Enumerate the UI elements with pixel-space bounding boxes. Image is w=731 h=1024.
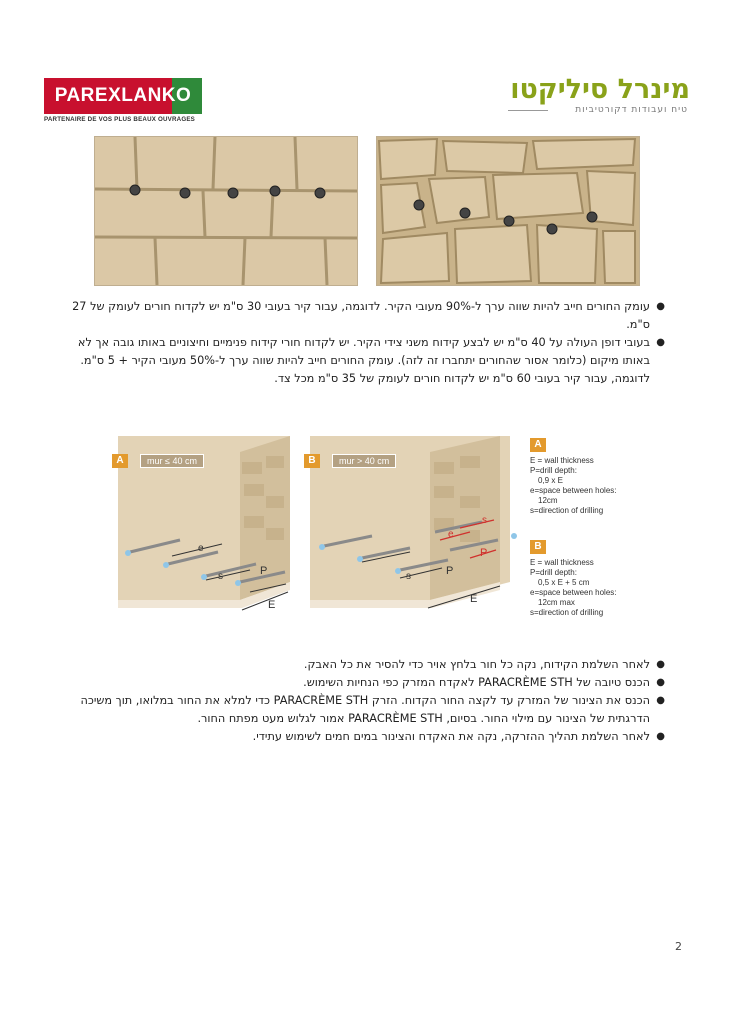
- panel-a-label: mur ≤ 40 cm: [140, 454, 204, 468]
- parex-tagline: PARTENAIRE DE VOS PLUS BEAUX OUVRAGES: [44, 116, 195, 123]
- page-number: 2: [675, 940, 682, 953]
- list-item: ● לאחר השלמת תהליך ההזרקה, נקה את האקדח והצינור במים חמים לשימוש עתידי.: [252, 730, 665, 743]
- list-item: ● לאחר השלמת הקידוח, נקה כל חור בלחץ אויר כדי להסיר את כל האבק.: [303, 658, 665, 671]
- label-e-b: e: [448, 529, 454, 540]
- label-s-b: s: [406, 571, 411, 582]
- label-e-a: e: [198, 543, 204, 554]
- list-item: ● עומק החורים חייב להיות שווה ערך ל-90% מעובי הקיר. לדוגמה, עבור קיר בעובי 30 ס"מ יש לקדוח חורים לעומק של 27 ס"מ.: [72, 300, 665, 331]
- legend-a: E = wall thickness P=drill depth: 0,9 x E e=space between holes: 12cm s=direction of drilling: [530, 456, 617, 515]
- label-s-b-red: s: [482, 515, 487, 526]
- drilling-diagram: [110, 432, 630, 622]
- panel-b-label: mur > 40 cm: [332, 454, 396, 468]
- label-E-a: E: [268, 599, 276, 611]
- legend-b-badge: B: [530, 540, 546, 554]
- label-E-b: E: [470, 593, 478, 605]
- mineral-silicato-logo: מינרל סיליקטו: [510, 74, 690, 105]
- mineral-tagline: טיח ועבודות דקורטיביות: [575, 105, 688, 115]
- parexlanko-logo: PAREXLANKO: [44, 78, 202, 114]
- label-s-a: s: [218, 571, 223, 582]
- label-p-b-red: P: [480, 547, 488, 559]
- wall-blocks-illustration: [95, 137, 357, 285]
- list-item: ● הכנס טיובה של PARACRÈME STH לאקדח המזרק כפי הנחיות השימוש.: [303, 676, 665, 689]
- panel-a-badge: A: [112, 454, 128, 468]
- injection-instructions: [60, 656, 668, 746]
- wall-stones-illustration: [377, 137, 639, 285]
- wall-photo-stones: [376, 136, 640, 286]
- label-p-b: P: [446, 565, 454, 577]
- drilling-instructions: [60, 298, 668, 388]
- panel-b-badge: B: [304, 454, 320, 468]
- legend-b: E = wall thickness P=drill depth: 0,5 x E + 5 cm e=space between holes: 12cm max s=direction of drilling: [530, 558, 617, 617]
- label-p-a: P: [260, 565, 268, 577]
- list-item: ● הכנס את הצינור של המזרק עד לקצה החור הקדוח. הזרק PARACRÈME STH כדי למלא את החור במלואו, תוך משיכה הדרגתית של הצינור עם מילוי החור. בסיום, PARACRÈME STH אמור לגלוש מעט מפתח החור.: [80, 694, 665, 725]
- list-item: ● בעובי דופן העולה על 40 ס"מ יש לבצע קידוח משני צידי הקיר. יש לקדוח חורי קידוח פנימיים וחיצוניים באותו גובה אך לא באותו מיקום (כלומר אסור שהחורים יתחברו זה לזה). עומק החורים חייב להיות שווה ערך ל-50% מעובי הקיר + 5 ס"מ. לדוגמה, עבור קיר בעובי 60 ס"מ יש לקדוח חורים לעומק של 35 ס"מ מכל צד.: [77, 336, 665, 385]
- wall-photo-blocks: [94, 136, 358, 286]
- legend-a-badge: A: [530, 438, 546, 452]
